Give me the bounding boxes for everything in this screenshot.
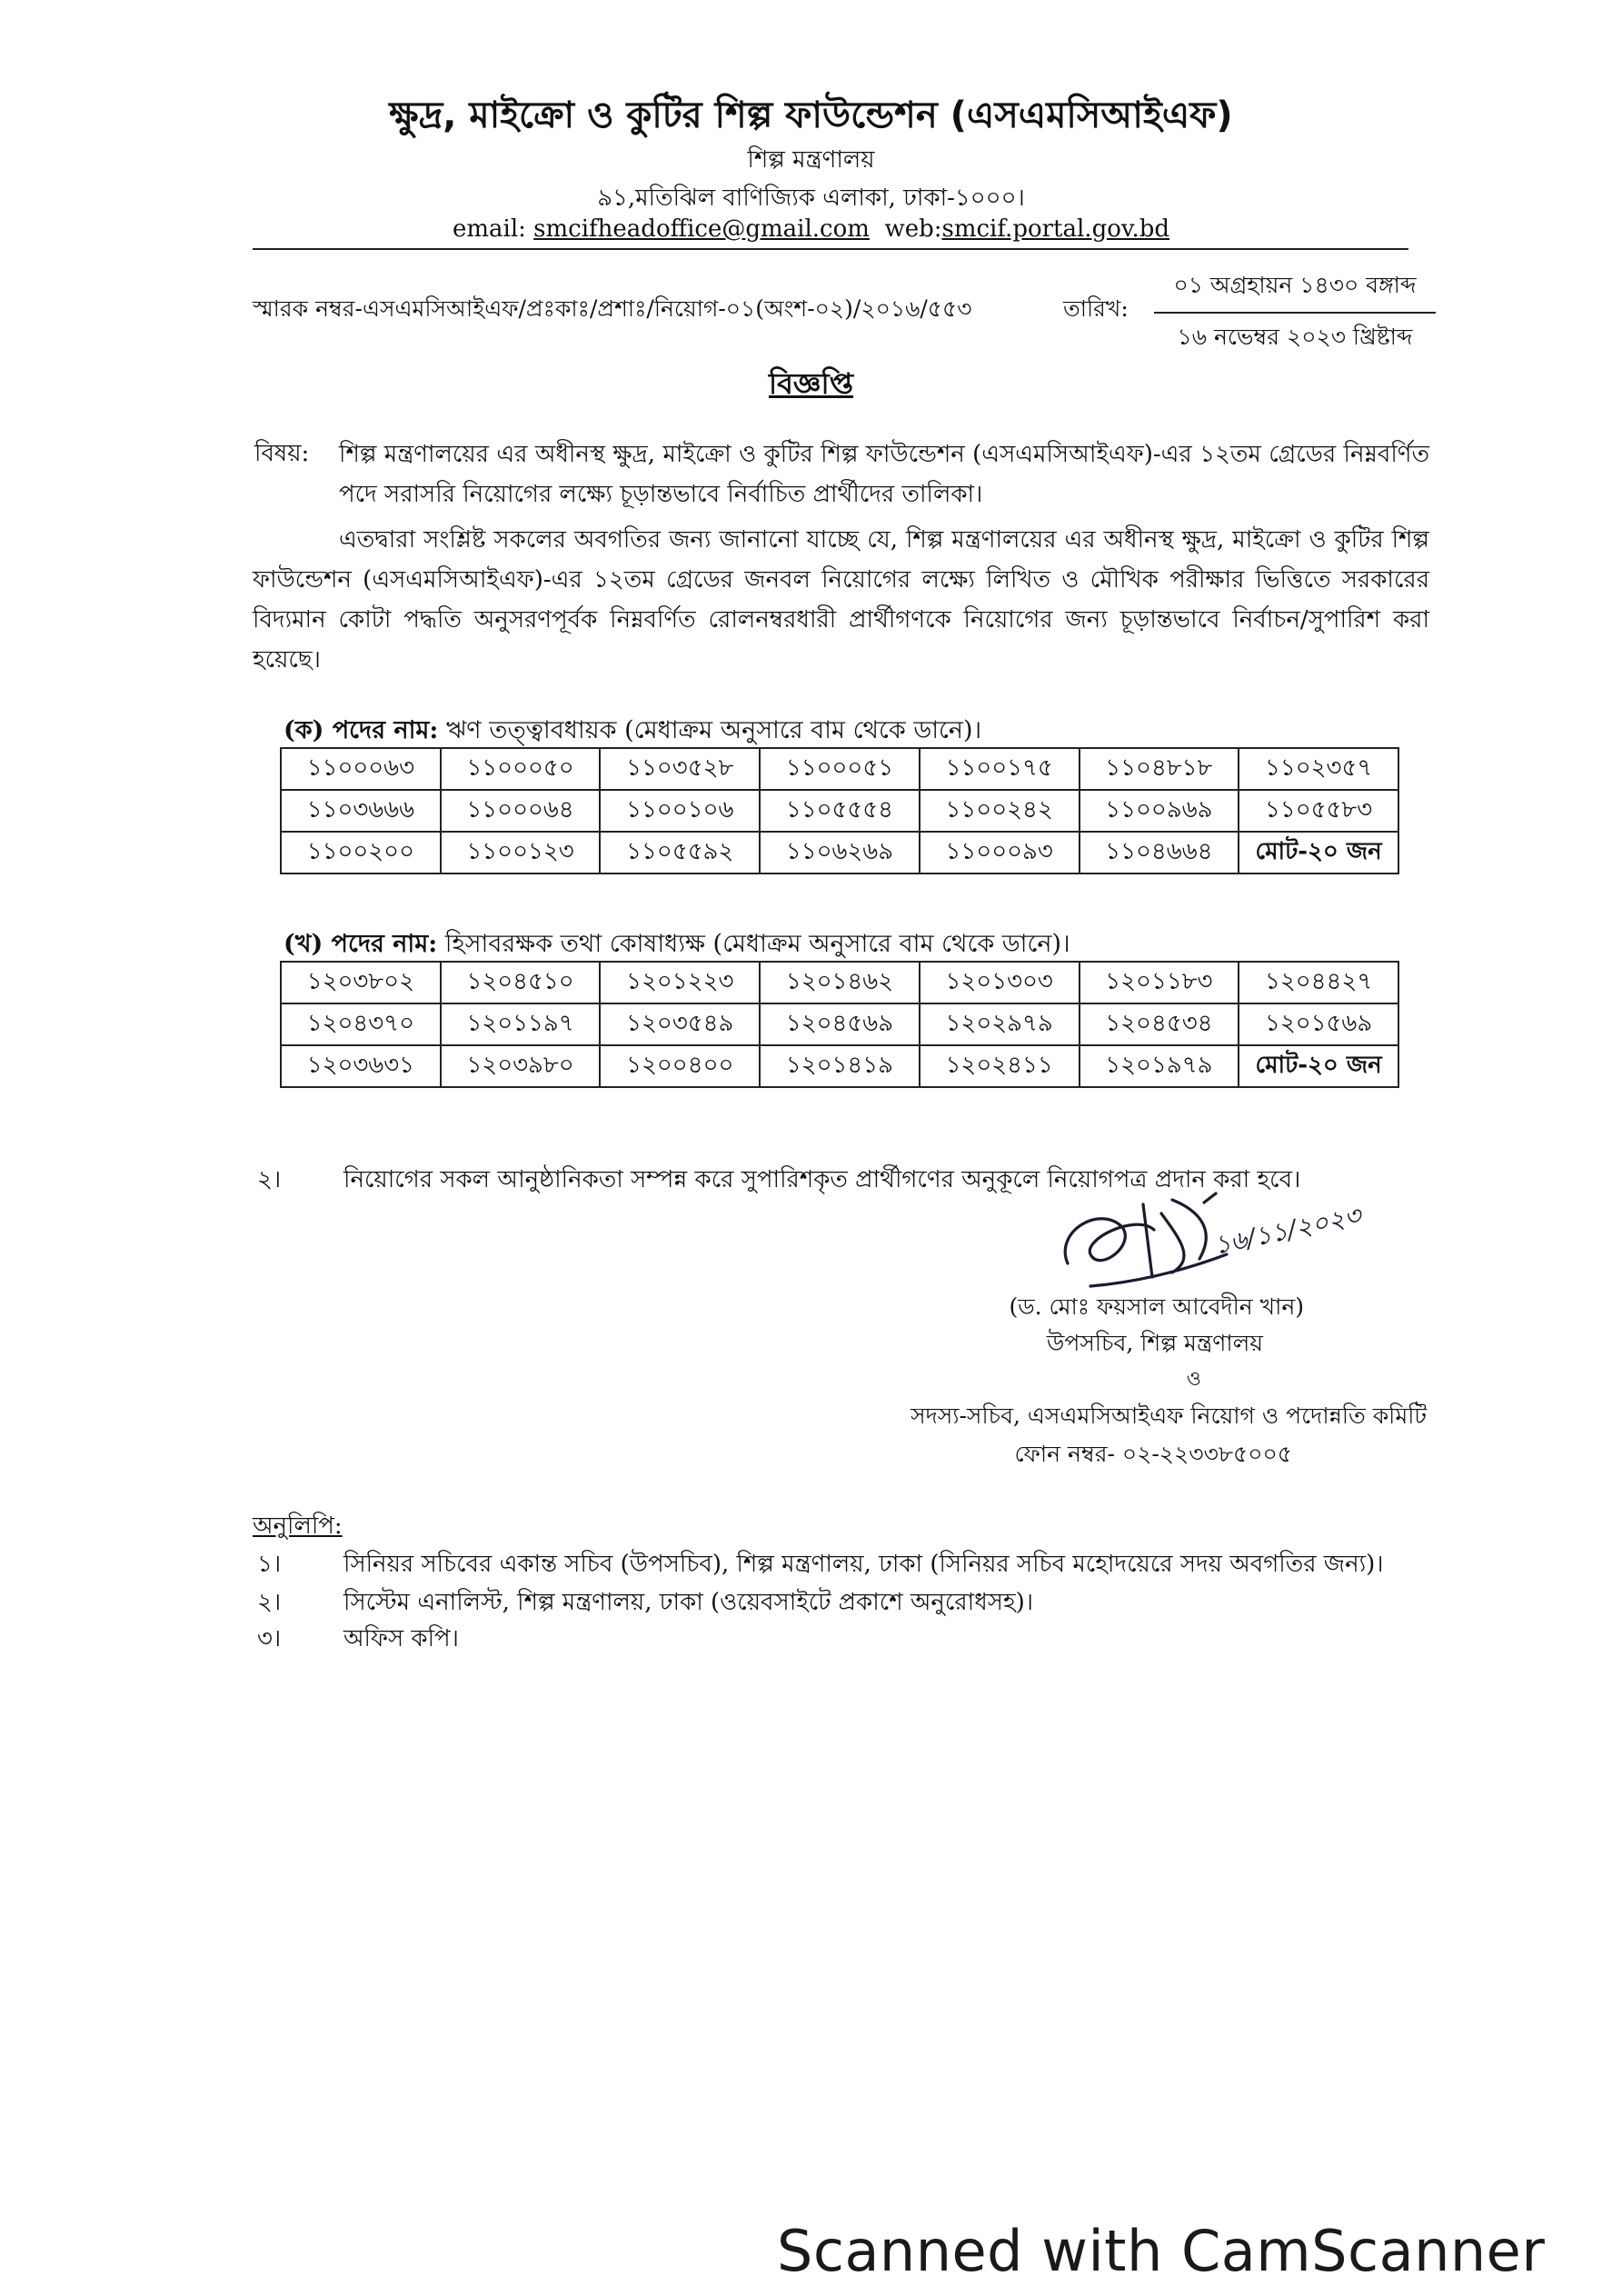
copy-item-number: ১।	[257, 1551, 282, 1578]
roll-cell: ১২০১৪১৯	[760, 1045, 920, 1087]
table-row	[281, 790, 1398, 832]
roll-cell: ১২০৪৪২৭	[1239, 962, 1398, 1003]
roll-cell: ১২০৪৩৭০	[281, 1003, 441, 1045]
item-2-number: ২।	[257, 1166, 282, 1193]
section-b-roll-table	[280, 961, 1399, 1088]
copy-item-number: ২।	[257, 1589, 282, 1616]
roll-cell: ১২০১৩০৩	[920, 962, 1080, 1003]
roll-cell: ১১০৬২৬৯	[760, 832, 920, 873]
roll-cell: ১২০১১৮৩	[1080, 962, 1239, 1003]
section-b-label: (খ) পদের নাম:	[284, 930, 438, 958]
roll-cell: ১১০৩৫২৮	[600, 748, 760, 790]
memo-number: স্মারক নম্বর-এসএমসিআইএফ/প্রঃকাঃ/প্রশাঃ/নিয়োগ-০১(অংশ-০২)/২০১৬/৫৫৩	[253, 295, 972, 322]
roll-cell: ১২০১১৯৭	[441, 1003, 601, 1045]
roll-cell: ১১০০৯৬৯	[1080, 790, 1239, 832]
date-label: তারিখ:	[1063, 295, 1129, 322]
roll-cell: ১১০৩৬৬৬	[281, 790, 441, 832]
roll-cell: ১২০৩৬৩১	[281, 1045, 441, 1087]
roll-cell: ১২০২৪১১	[920, 1045, 1080, 1087]
roll-cell: ১২০১৯৭৯	[1080, 1045, 1239, 1087]
roll-cell: ১২০৪৫৩৪	[1080, 1003, 1239, 1045]
roll-cell: ১১০০০৬৩	[281, 748, 441, 790]
roll-cell: ১২০৪৫১০	[441, 962, 601, 1003]
notice-paragraph: এতদ্বারা সংশ্লিষ্ট সকলের অবগতির জন্য জানানো যাচ্ছে যে, শিল্প মন্ত্রণালয়ের এর অধীনস্থ ক্ষুদ্র, মাইক্রো ও কুটির শিল্প ফাউন্ডেশন (এসএমসিআইএফ)-এর ১২তম গ্রেডের জনবল নিয়োগের লক্ষ্যে লিখিত ও মৌখিক পরীক্ষার ভিত্তিতে সরকারের বিদ্যমান কোটা পদ্ধতি অনুসরণপূর্বক নিম্নবর্ণিত রোলনম্বরধারী প্রার্থীগণকে নিয়োগের জন্য চূড়ান্তভাবে নির্বাচন/সুপারিশ করা হয়েছে।	[253, 526, 1429, 674]
copy-item-text: অফিস কপি।	[343, 1625, 459, 1652]
subject-text: শিল্প মন্ত্রণালয়ের এর অধীনস্থ ক্ষুদ্র, মাইক্রো ও কুটির শিল্প ফাউন্ডেশন (এসএমসিআইএফ)-এর ১২তম গ্রেডের নিম্নবর্ণিত পদে সরাসরি নিয়োগের লক্ষ্যে চূড়ান্তভাবে নির্বাচিত প্রার্থীদের তালিকা।	[339, 441, 1429, 508]
signatory-conjunction: ও	[1186, 1368, 1201, 1391]
copy-item-number: ৩।	[257, 1625, 282, 1652]
ministry-name: শিল্প মন্ত্রণালয়	[747, 146, 875, 174]
date-block	[1154, 267, 1436, 358]
signatory-phone: ফোন নম্বর- ০২-২২৩৩৮৫০০৫	[1014, 1441, 1292, 1467]
roll-cell: ১২০১৪৬২	[760, 962, 920, 1003]
table-row	[281, 832, 1398, 873]
section-a-post: ঋণ তত্ত্বাবধায়ক (মেধাক্রম অনুসারে বাম থেকে ডানে)।	[445, 716, 982, 744]
roll-cell: ১২০৩৯৮০	[441, 1045, 601, 1087]
total-count-cell: মোট-২০ জন	[1239, 1045, 1398, 1087]
signatory-designation: উপসচিব, শিল্প মন্ত্রণালয়	[1046, 1330, 1263, 1356]
subject-label: বিষয়:	[254, 440, 310, 467]
section-a-label: (ক) পদের নাম:	[284, 716, 439, 744]
copy-item-text: সিস্টেম এনালিস্ট, শিল্প মন্ত্রণালয়, ঢাকা (ওয়েবসাইটে প্রকাশে অনুরোধসহ)।	[343, 1589, 1034, 1616]
header-divider	[253, 248, 1408, 250]
email-label: email:	[452, 215, 526, 243]
scanner-watermark: Scanned with CamScanner	[777, 2218, 1546, 2284]
roll-cell: ১১০৪৮১৮	[1080, 748, 1239, 790]
date-bangla: ০১ অগ্রহায়ন ১৪৩০ বঙ্গাব্দ	[1154, 267, 1436, 314]
roll-cell: ১১০০১৭৫	[920, 748, 1080, 790]
item-2-text: নিয়োগের সকল আনুষ্ঠানিকতা সম্পন্ন করে সুপারিশকৃত প্রার্থীগণের অনুকূলে নিয়োগপত্র প্রদান করা হবে।	[343, 1166, 1301, 1193]
roll-cell: ১১০০১০৬	[600, 790, 760, 832]
copy-item-text: সিনিয়র সচিবের একান্ত সচিব (উপসচিব), শিল্প মন্ত্রণালয়, ঢাকা (সিনিয়র সচিব মহোদয়েরে সদয় অবগতির জন্য)।	[343, 1551, 1384, 1578]
office-address: ৯১,মতিঝিল বাণিজ্যিক এলাকা, ঢাকা-১০০০।	[597, 185, 1025, 212]
roll-cell: ১১০০২৪২	[920, 790, 1080, 832]
table-row	[281, 962, 1398, 1003]
roll-cell: ১১০৪৬৬৪	[1080, 832, 1239, 873]
total-count-cell: মোট-২০ জন	[1239, 832, 1398, 873]
roll-cell: ১২০২৯৭৯	[920, 1003, 1080, 1045]
roll-cell: ১১০০২০০	[281, 832, 441, 873]
web-label: web:	[884, 215, 942, 243]
web-link[interactable]: smcif.portal.gov.bd	[941, 215, 1170, 243]
roll-cell: ১১০০১২৩	[441, 832, 601, 873]
roll-cell: ১১০০০৫১	[760, 748, 920, 790]
signatory-name: (ড. মোঃ ফয়সাল আবেদীন খান)	[1009, 1293, 1304, 1320]
notice-title: বিজ্ঞপ্তি	[768, 366, 854, 401]
roll-cell: ১২০৩৫৪৯	[600, 1003, 760, 1045]
roll-cell: ১১০০০৯৩	[920, 832, 1080, 873]
roll-cell: ১২০৩৮০২	[281, 962, 441, 1003]
copy-to-label: অনুলিপি:	[253, 1512, 343, 1540]
table-row	[281, 1045, 1398, 1087]
signatory-committee-role: সদস্য-সচিব, এসএমসিআইএফ নিয়োগ ও পদোন্নতি কমিটি	[911, 1403, 1427, 1429]
contact-line	[0, 215, 1622, 243]
roll-cell: ১১০৫৫৫৪	[760, 790, 920, 832]
section-b-post: হিসাবরক্ষক তথা কোষাধ্যক্ষ (মেধাক্রম অনুসারে বাম থেকে ডানে)।	[444, 930, 1070, 958]
roll-cell: ১২০০৪০০	[600, 1045, 760, 1087]
roll-cell: ১১০২৩৫৭	[1239, 748, 1398, 790]
date-english: ১৬ নভেম্বর ২০২৩ খ্রিষ্টাব্দ	[1177, 324, 1413, 350]
roll-cell: ১১০০০৬৪	[441, 790, 601, 832]
roll-cell: ১১০৫৫৯২	[600, 832, 760, 873]
section-a-roll-table	[280, 747, 1399, 874]
email-link[interactable]: smcifheadoffice@gmail.com	[533, 215, 870, 243]
roll-cell: ১২০১২২৩	[600, 962, 760, 1003]
roll-cell: ১২০১৫৬৯	[1239, 1003, 1398, 1045]
roll-cell: ১১০০০৫০	[441, 748, 601, 790]
signature-date: ১৬/১১/২০২৩	[1210, 1200, 1364, 1261]
roll-cell: ১১০৫৫৮৩	[1239, 790, 1398, 832]
table-row	[281, 748, 1398, 790]
table-row	[281, 1003, 1398, 1045]
roll-cell: ১২০৪৫৬৯	[760, 1003, 920, 1045]
organization-name: ক্ষুদ্র, মাইক্রো ও কুটির শিল্প ফাউন্ডেশন (এসএমসিআইএফ)	[389, 95, 1233, 136]
